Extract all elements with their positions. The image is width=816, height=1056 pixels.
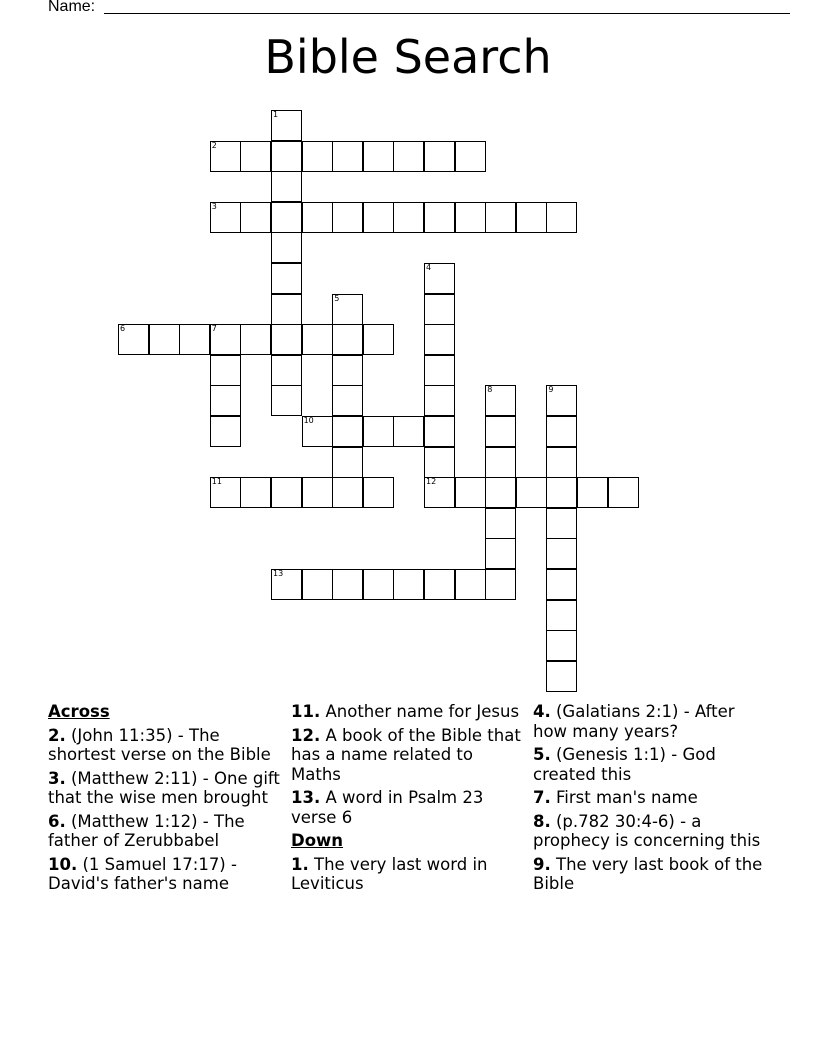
clue-number: 8. — [533, 811, 551, 831]
grid-cell[interactable] — [271, 232, 302, 263]
clue-text: Another name for Jesus — [325, 702, 520, 721]
grid-cell[interactable] — [210, 355, 241, 386]
cell-number: 4 — [426, 263, 432, 272]
grid-cell[interactable] — [332, 447, 363, 478]
clue-across-6 — [48, 812, 280, 851]
clue-text: (p.782 30:4-6) - a prophecy is concerning this — [533, 811, 761, 850]
clue-number: 9. — [533, 854, 551, 874]
grid-cell[interactable] — [302, 202, 333, 233]
grid-cell[interactable] — [332, 324, 363, 355]
clue-text: (Matthew 2:11) - One gift that the wise men brought — [48, 768, 280, 807]
grid-cell[interactable] — [271, 110, 302, 141]
clue-text: The very last word in Leviticus — [291, 854, 488, 893]
clue-number: 13. — [291, 788, 321, 807]
grid-cell[interactable] — [455, 569, 486, 600]
grid-cell[interactable] — [485, 416, 516, 447]
grid-cell[interactable] — [424, 416, 455, 447]
clue-across-10 — [48, 855, 280, 894]
grid-cell[interactable] — [210, 141, 241, 172]
down-heading: Down — [291, 831, 344, 850]
clue-down-5 — [533, 745, 765, 784]
clue-text: (Galatians 2:1) - After how many years? — [533, 702, 735, 741]
cell-number: 13 — [273, 569, 284, 578]
clue-text: (1 Samuel 17:17) - David's father's name — [48, 854, 237, 893]
clue-text: (John 11:35) - The shortest verse on the Bible — [48, 725, 271, 764]
grid-cell[interactable] — [485, 447, 516, 478]
grid-cell[interactable] — [363, 477, 394, 508]
grid-cell[interactable] — [271, 202, 302, 233]
clue-down-1 — [291, 855, 523, 894]
grid-cell[interactable] — [516, 202, 547, 233]
clue-number: 3. — [48, 768, 66, 788]
clues-column-2 — [291, 702, 523, 898]
grid-cell[interactable] — [424, 569, 455, 600]
grid-cell[interactable] — [546, 385, 577, 416]
grid-cell[interactable] — [332, 294, 363, 325]
grid-cell[interactable] — [332, 141, 363, 172]
grid-cell[interactable] — [332, 202, 363, 233]
cell-number: 11 — [211, 477, 222, 487]
grid-cell[interactable] — [210, 202, 241, 233]
grid-cell[interactable] — [485, 508, 516, 539]
grid-cell[interactable] — [546, 416, 577, 447]
grid-cell[interactable] — [302, 569, 333, 600]
clue-across-11 — [291, 702, 523, 722]
clue-number: 4. — [533, 702, 551, 721]
grid-cell[interactable] — [271, 171, 302, 202]
grid-cell[interactable] — [271, 294, 302, 325]
clue-number: 1. — [291, 854, 309, 874]
grid-cell[interactable] — [210, 324, 241, 355]
clue-number: 5. — [533, 745, 551, 764]
cell-number: 1 — [273, 110, 279, 119]
grid-cell[interactable] — [363, 569, 394, 600]
grid-cell[interactable] — [332, 385, 363, 416]
grid-cell[interactable] — [302, 416, 333, 447]
clue-down-9 — [533, 855, 765, 894]
grid-cell[interactable] — [363, 141, 394, 172]
grid-cell[interactable] — [485, 538, 516, 569]
grid-cell[interactable] — [455, 477, 486, 508]
grid-cell[interactable] — [455, 141, 486, 172]
grid-cell[interactable] — [485, 385, 516, 416]
clue-text: (Matthew 1:12) - The father of Zerubbabel — [48, 811, 245, 850]
grid-cell[interactable] — [485, 569, 516, 600]
cell-number: 7 — [211, 324, 217, 334]
grid-cell[interactable] — [424, 263, 455, 294]
cell-number: 3 — [211, 201, 217, 211]
grid-cell[interactable] — [393, 141, 424, 172]
clues-column-3 — [533, 702, 765, 898]
grid-cell[interactable] — [424, 477, 455, 508]
grid-cell[interactable] — [302, 141, 333, 172]
grid-cell[interactable] — [332, 416, 363, 447]
clue-number: 10. — [48, 854, 78, 874]
grid-cell[interactable] — [546, 569, 577, 600]
grid-cell[interactable] — [546, 630, 577, 661]
grid-cell[interactable] — [332, 355, 363, 386]
grid-cell[interactable] — [332, 477, 363, 508]
grid-cell[interactable] — [424, 447, 455, 478]
grid-cell[interactable] — [546, 600, 577, 631]
grid-cell[interactable] — [118, 324, 149, 355]
grid-cell[interactable] — [271, 324, 302, 355]
grid-cell[interactable] — [393, 569, 424, 600]
grid-cell[interactable] — [240, 324, 271, 355]
grid-cell[interactable] — [546, 447, 577, 478]
grid-cell[interactable] — [210, 416, 241, 447]
clue-number: 2. — [48, 725, 66, 745]
grid-cell[interactable] — [424, 294, 455, 325]
grid-cell[interactable] — [455, 202, 486, 233]
grid-cell[interactable] — [210, 385, 241, 416]
clue-across-2 — [48, 726, 280, 765]
grid-cell[interactable] — [332, 569, 363, 600]
cell-number: 9 — [548, 385, 554, 395]
clue-text: A book of the Bible that has a name related to Maths — [291, 725, 521, 784]
grid-cell[interactable] — [240, 202, 271, 233]
grid-cell[interactable] — [424, 385, 455, 416]
grid-cell[interactable] — [210, 477, 241, 508]
grid-cell[interactable] — [271, 569, 302, 600]
grid-cell[interactable] — [546, 661, 577, 692]
grid-cell[interactable] — [302, 477, 333, 508]
grid-cell[interactable] — [485, 477, 516, 508]
grid-cell[interactable] — [546, 508, 577, 539]
grid-cell[interactable] — [577, 477, 608, 508]
grid-cell[interactable] — [363, 324, 394, 355]
cell-number: 5 — [334, 293, 340, 303]
grid-cell[interactable] — [363, 416, 394, 447]
grid-cell[interactable] — [424, 202, 455, 233]
clue-number: 11. — [291, 702, 321, 721]
clue-text: A word in Psalm 23 verse 6 — [291, 788, 484, 827]
cell-number: 12 — [426, 477, 437, 487]
cell-number: 6 — [120, 324, 126, 334]
grid-cell[interactable] — [240, 477, 271, 508]
grid-cell[interactable] — [546, 538, 577, 569]
grid-cell[interactable] — [271, 355, 302, 386]
grid-cell[interactable] — [271, 477, 302, 508]
grid-cell[interactable] — [485, 202, 516, 233]
grid-cell[interactable] — [363, 202, 394, 233]
clue-down-7 — [533, 788, 765, 808]
across-heading: Across — [48, 702, 110, 721]
grid-cell[interactable] — [393, 416, 424, 447]
clue-down-8 — [533, 812, 765, 851]
clue-text: The very last book of the Bible — [533, 854, 763, 893]
clue-down-4 — [533, 702, 765, 741]
grid-cell[interactable] — [608, 477, 639, 508]
cell-number: 10 — [303, 416, 314, 425]
clue-number: 7. — [533, 788, 551, 807]
clue-text: First man's name — [556, 788, 698, 807]
grid-cell[interactable] — [393, 202, 424, 233]
clue-across-12 — [291, 726, 523, 785]
clue-across-3 — [48, 769, 280, 808]
grid-cell[interactable] — [424, 355, 455, 386]
cell-number: 2 — [211, 140, 217, 150]
clue-number: 12. — [291, 725, 321, 745]
grid-cell[interactable] — [271, 141, 302, 172]
grid-cell[interactable] — [271, 263, 302, 294]
grid-cell[interactable] — [149, 324, 180, 355]
clue-across-13 — [291, 788, 523, 827]
grid-cell[interactable] — [302, 324, 333, 355]
grid-cell[interactable] — [179, 324, 210, 355]
grid-cell[interactable] — [546, 477, 577, 508]
clues-column-1 — [48, 702, 280, 898]
grid-cell[interactable] — [424, 141, 455, 172]
grid-cell[interactable] — [516, 477, 547, 508]
clue-number: 6. — [48, 811, 66, 831]
grid-cell[interactable] — [546, 202, 577, 233]
grid-cell[interactable] — [271, 385, 302, 416]
grid-cell[interactable] — [240, 141, 271, 172]
clue-text: (Genesis 1:1) - God created this — [533, 745, 716, 784]
grid-cell[interactable] — [424, 324, 455, 355]
page-title: Bible Search — [264, 30, 552, 84]
cell-number: 8 — [487, 385, 493, 395]
name-label: Name: — [48, 0, 96, 15]
